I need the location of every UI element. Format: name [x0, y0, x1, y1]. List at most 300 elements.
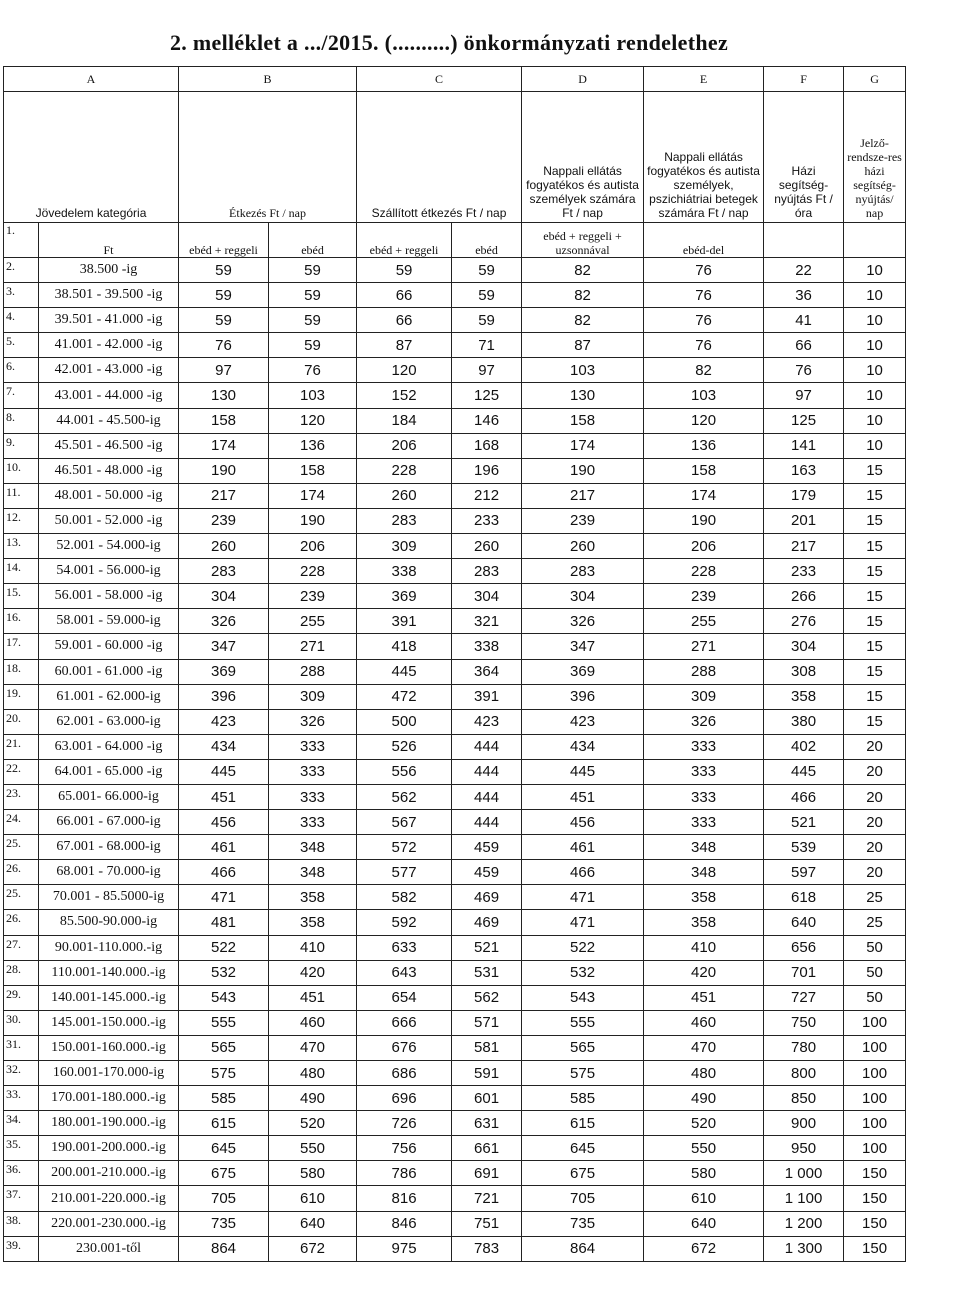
- income-category-cell: 220.001-230.000.-ig: [39, 1211, 179, 1236]
- home-help-cell: 125: [764, 408, 844, 433]
- table-row: [4, 835, 906, 860]
- daycare-lunch-cell: 333: [644, 810, 764, 835]
- row-number: 33.: [4, 1086, 39, 1111]
- delivered-breakfast-lunch-cell: 526: [357, 734, 452, 759]
- row-number: 3.: [4, 283, 39, 308]
- delivered-lunch-cell: 168: [452, 433, 522, 458]
- daycare-full-cell: 82: [522, 258, 644, 283]
- meals-breakfast-lunch-cell: 705: [179, 1186, 269, 1211]
- alarm-home-help-cell: 10: [844, 383, 906, 408]
- row-number: 19.: [4, 684, 39, 709]
- table-row: [4, 1035, 906, 1060]
- table-row: [4, 1136, 906, 1161]
- alarm-home-help-cell: 150: [844, 1186, 906, 1211]
- daycare-full-cell: 174: [522, 433, 644, 458]
- daycare-full-cell: 434: [522, 734, 644, 759]
- header-day-care-psychiatric: Nappali ellátás fogyatékos és autista személyek, pszichiátriai betegek számára Ft / nap: [644, 92, 764, 223]
- header-day-care-disabled: Nappali ellátás fogyatékos és autista személyek számára Ft / nap: [522, 92, 644, 223]
- alarm-home-help-cell: 25: [844, 885, 906, 910]
- delivered-breakfast-lunch-cell: 556: [357, 759, 452, 784]
- income-category-cell: 62.001 - 63.000-ig: [39, 709, 179, 734]
- daycare-lunch-cell: 470: [644, 1035, 764, 1060]
- table-row: [4, 1186, 906, 1211]
- meals-breakfast-lunch-cell: 481: [179, 910, 269, 935]
- meals-lunch-cell: 103: [269, 383, 357, 408]
- home-help-cell: 800: [764, 1061, 844, 1086]
- meals-lunch-cell: 288: [269, 659, 357, 684]
- delivered-lunch-cell: 364: [452, 659, 522, 684]
- meals-breakfast-lunch-cell: 76: [179, 333, 269, 358]
- home-help-cell: 640: [764, 910, 844, 935]
- daycare-lunch-cell: 358: [644, 910, 764, 935]
- row-number: 9.: [4, 433, 39, 458]
- meals-breakfast-lunch-cell: 461: [179, 835, 269, 860]
- delivered-lunch-cell: 783: [452, 1236, 522, 1261]
- meals-breakfast-lunch-cell: 217: [179, 483, 269, 508]
- daycare-lunch-cell: 76: [644, 308, 764, 333]
- fee-table: [3, 66, 906, 1262]
- header-delivered-meals: Szállított étkezés Ft / nap: [357, 92, 522, 223]
- income-category-cell: 68.001 - 70.000-ig: [39, 860, 179, 885]
- daycare-lunch-cell: 103: [644, 383, 764, 408]
- daycare-full-cell: 283: [522, 559, 644, 584]
- daycare-full-cell: 103: [522, 358, 644, 383]
- income-category-cell: 145.001-150.000.-ig: [39, 1010, 179, 1035]
- delivered-breakfast-lunch-cell: 152: [357, 383, 452, 408]
- income-category-cell: 61.001 - 62.000-ig: [39, 684, 179, 709]
- alarm-home-help-cell: 100: [844, 1010, 906, 1035]
- daycare-full-cell: 532: [522, 960, 644, 985]
- income-category-cell: 52.001 - 54.000-ig: [39, 534, 179, 559]
- daycare-lunch-cell: 460: [644, 1010, 764, 1035]
- meals-breakfast-lunch-cell: 59: [179, 258, 269, 283]
- daycare-lunch-cell: 255: [644, 609, 764, 634]
- alarm-home-help-cell: 100: [844, 1136, 906, 1161]
- delivered-lunch-cell: 444: [452, 734, 522, 759]
- row-number: 24.: [4, 810, 39, 835]
- income-category-cell: 60.001 - 61.000 -ig: [39, 659, 179, 684]
- home-help-cell: 521: [764, 810, 844, 835]
- table-row: [4, 283, 906, 308]
- meals-breakfast-lunch-cell: 239: [179, 508, 269, 533]
- table-row: [4, 1211, 906, 1236]
- income-category-cell: 65.001- 66.000-ig: [39, 784, 179, 809]
- meals-lunch-cell: 610: [269, 1186, 357, 1211]
- row-number: 7.: [4, 383, 39, 408]
- meals-lunch-cell: 228: [269, 559, 357, 584]
- home-help-cell: 750: [764, 1010, 844, 1035]
- daycare-full-cell: 260: [522, 534, 644, 559]
- meals-lunch-cell: 333: [269, 759, 357, 784]
- meals-breakfast-lunch-cell: 675: [179, 1161, 269, 1186]
- daycare-lunch-cell: 228: [644, 559, 764, 584]
- daycare-full-cell: 565: [522, 1035, 644, 1060]
- header-home-help: Házi segítség-nyújtás Ft / óra: [764, 92, 844, 223]
- delivered-lunch-cell: 444: [452, 810, 522, 835]
- alarm-home-help-cell: 100: [844, 1111, 906, 1136]
- row-number: 10.: [4, 458, 39, 483]
- income-category-cell: 64.001 - 65.000 -ig: [39, 759, 179, 784]
- table-row: [4, 885, 906, 910]
- daycare-lunch-cell: 239: [644, 584, 764, 609]
- delivered-breakfast-lunch-cell: 66: [357, 308, 452, 333]
- meals-breakfast-lunch-cell: 158: [179, 408, 269, 433]
- delivered-breakfast-lunch-cell: 582: [357, 885, 452, 910]
- delivered-breakfast-lunch-cell: 643: [357, 960, 452, 985]
- daycare-full-cell: 451: [522, 784, 644, 809]
- meals-breakfast-lunch-cell: 555: [179, 1010, 269, 1035]
- column-letter-f: F: [764, 67, 844, 92]
- alarm-home-help-cell: 150: [844, 1161, 906, 1186]
- daycare-full-cell: 675: [522, 1161, 644, 1186]
- daycare-full-cell: 615: [522, 1111, 644, 1136]
- home-help-cell: 308: [764, 659, 844, 684]
- daycare-full-cell: 239: [522, 508, 644, 533]
- home-help-cell: 1 000: [764, 1161, 844, 1186]
- delivered-breakfast-lunch-cell: 206: [357, 433, 452, 458]
- daycare-full-cell: 645: [522, 1136, 644, 1161]
- meals-lunch-cell: 490: [269, 1086, 357, 1111]
- daycare-full-cell: 82: [522, 283, 644, 308]
- alarm-home-help-cell: 15: [844, 508, 906, 533]
- header-row: [4, 92, 906, 223]
- delivered-breakfast-lunch-cell: 228: [357, 458, 452, 483]
- daycare-lunch-cell: 82: [644, 358, 764, 383]
- delivered-breakfast-lunch-cell: 756: [357, 1136, 452, 1161]
- delivered-lunch-cell: 469: [452, 885, 522, 910]
- delivered-breakfast-lunch-cell: 577: [357, 860, 452, 885]
- delivered-lunch-cell: 338: [452, 634, 522, 659]
- daycare-full-cell: 130: [522, 383, 644, 408]
- delivered-lunch-cell: 521: [452, 935, 522, 960]
- meals-lunch-cell: 348: [269, 835, 357, 860]
- delivered-breakfast-lunch-cell: 120: [357, 358, 452, 383]
- daycare-full-cell: 471: [522, 910, 644, 935]
- table-row: [4, 935, 906, 960]
- table-row: [4, 408, 906, 433]
- alarm-home-help-cell: 10: [844, 358, 906, 383]
- delivered-lunch-cell: 146: [452, 408, 522, 433]
- delivered-breakfast-lunch-cell: 654: [357, 985, 452, 1010]
- income-category-cell: 67.001 - 68.000-ig: [39, 835, 179, 860]
- meals-breakfast-lunch-cell: 59: [179, 283, 269, 308]
- table-row: [4, 483, 906, 508]
- alarm-home-help-cell: 25: [844, 910, 906, 935]
- column-letter-d: D: [522, 67, 644, 92]
- daycare-full-cell: 304: [522, 584, 644, 609]
- delivered-lunch-cell: 283: [452, 559, 522, 584]
- delivered-lunch-cell: 71: [452, 333, 522, 358]
- alarm-home-help-cell: 10: [844, 408, 906, 433]
- daycare-lunch-cell: 410: [644, 935, 764, 960]
- daycare-full-cell: 705: [522, 1186, 644, 1211]
- delivered-lunch-cell: 581: [452, 1035, 522, 1060]
- daycare-lunch-cell: 451: [644, 985, 764, 1010]
- meals-breakfast-lunch-cell: 471: [179, 885, 269, 910]
- row-number: 1.: [4, 223, 39, 258]
- meals-breakfast-lunch-cell: 423: [179, 709, 269, 734]
- meals-breakfast-lunch-cell: 575: [179, 1061, 269, 1086]
- table-row: [4, 383, 906, 408]
- income-category-cell: 54.001 - 56.000-ig: [39, 559, 179, 584]
- daycare-full-cell: 217: [522, 483, 644, 508]
- meals-lunch-cell: 520: [269, 1111, 357, 1136]
- table-row: [4, 358, 906, 383]
- daycare-lunch-cell: 190: [644, 508, 764, 533]
- daycare-full-cell: 347: [522, 634, 644, 659]
- income-category-cell: 43.001 - 44.000 -ig: [39, 383, 179, 408]
- home-help-cell: 618: [764, 885, 844, 910]
- home-help-cell: 402: [764, 734, 844, 759]
- daycare-full-cell: 158: [522, 408, 644, 433]
- daycare-full-cell: 471: [522, 885, 644, 910]
- meals-breakfast-lunch-cell: 347: [179, 634, 269, 659]
- daycare-lunch-cell: 333: [644, 784, 764, 809]
- row-number: 30.: [4, 1010, 39, 1035]
- table-row: [4, 508, 906, 533]
- row-number: 31.: [4, 1035, 39, 1060]
- home-help-cell: 163: [764, 458, 844, 483]
- meals-lunch-cell: 309: [269, 684, 357, 709]
- meals-lunch-cell: 136: [269, 433, 357, 458]
- subheader-alarm-empty: [844, 223, 906, 258]
- delivered-lunch-cell: 59: [452, 308, 522, 333]
- meals-breakfast-lunch-cell: 456: [179, 810, 269, 835]
- income-category-cell: 200.001-210.000.-ig: [39, 1161, 179, 1186]
- delivered-lunch-cell: 260: [452, 534, 522, 559]
- home-help-cell: 304: [764, 634, 844, 659]
- row-number: 32.: [4, 1061, 39, 1086]
- alarm-home-help-cell: 20: [844, 759, 906, 784]
- daycare-lunch-cell: 309: [644, 684, 764, 709]
- delivered-breakfast-lunch-cell: 567: [357, 810, 452, 835]
- table-row: [4, 1086, 906, 1111]
- meals-lunch-cell: 59: [269, 333, 357, 358]
- delivered-lunch-cell: 59: [452, 258, 522, 283]
- income-category-cell: 38.501 - 39.500 -ig: [39, 283, 179, 308]
- row-number: 16.: [4, 609, 39, 634]
- table-row: [4, 684, 906, 709]
- row-number: 4.: [4, 308, 39, 333]
- delivered-lunch-cell: 469: [452, 910, 522, 935]
- delivered-breakfast-lunch-cell: 418: [357, 634, 452, 659]
- table-row: [4, 860, 906, 885]
- row-number: 37.: [4, 1186, 39, 1211]
- daycare-full-cell: 369: [522, 659, 644, 684]
- table-row: [4, 960, 906, 985]
- delivered-breakfast-lunch-cell: 338: [357, 559, 452, 584]
- daycare-lunch-cell: 326: [644, 709, 764, 734]
- meals-breakfast-lunch-cell: 445: [179, 759, 269, 784]
- column-letter-b: B: [179, 67, 357, 92]
- delivered-breakfast-lunch-cell: 816: [357, 1186, 452, 1211]
- daycare-full-cell: 466: [522, 860, 644, 885]
- table-row: [4, 759, 906, 784]
- delivered-breakfast-lunch-cell: 572: [357, 835, 452, 860]
- daycare-lunch-cell: 348: [644, 835, 764, 860]
- income-category-cell: 70.001 - 85.5000-ig: [39, 885, 179, 910]
- row-number: 28.: [4, 960, 39, 985]
- home-help-cell: 36: [764, 283, 844, 308]
- delivered-lunch-cell: 562: [452, 985, 522, 1010]
- meals-breakfast-lunch-cell: 59: [179, 308, 269, 333]
- alarm-home-help-cell: 10: [844, 308, 906, 333]
- delivered-breakfast-lunch-cell: 726: [357, 1111, 452, 1136]
- income-category-cell: 38.500 -ig: [39, 258, 179, 283]
- delivered-breakfast-lunch-cell: 59: [357, 258, 452, 283]
- delivered-lunch-cell: 691: [452, 1161, 522, 1186]
- daycare-lunch-cell: 206: [644, 534, 764, 559]
- meals-lunch-cell: 640: [269, 1211, 357, 1236]
- table-row: [4, 810, 906, 835]
- alarm-home-help-cell: 15: [844, 709, 906, 734]
- meals-breakfast-lunch-cell: 174: [179, 433, 269, 458]
- delivered-lunch-cell: 601: [452, 1086, 522, 1111]
- home-help-cell: 276: [764, 609, 844, 634]
- income-category-cell: 63.001 - 64.000 -ig: [39, 734, 179, 759]
- alarm-home-help-cell: 50: [844, 935, 906, 960]
- home-help-cell: 1 200: [764, 1211, 844, 1236]
- delivered-breakfast-lunch-cell: 666: [357, 1010, 452, 1035]
- alarm-home-help-cell: 15: [844, 659, 906, 684]
- meals-lunch-cell: 550: [269, 1136, 357, 1161]
- delivered-lunch-cell: 444: [452, 759, 522, 784]
- meals-breakfast-lunch-cell: 864: [179, 1236, 269, 1261]
- delivered-breakfast-lunch-cell: 309: [357, 534, 452, 559]
- row-number: 34.: [4, 1111, 39, 1136]
- income-category-cell: 140.001-145.000.-ig: [39, 985, 179, 1010]
- header-income-category: Jövedelem kategória: [4, 92, 179, 223]
- meals-lunch-cell: 410: [269, 935, 357, 960]
- daycare-full-cell: 82: [522, 308, 644, 333]
- income-category-cell: 85.500-90.000-ig: [39, 910, 179, 935]
- row-number: 20.: [4, 709, 39, 734]
- daycare-full-cell: 543: [522, 985, 644, 1010]
- document-title: 2. melléklet a .../2015. (..........) önkormányzati rendelethez: [170, 30, 729, 55]
- meals-breakfast-lunch-cell: 645: [179, 1136, 269, 1161]
- alarm-home-help-cell: 20: [844, 784, 906, 809]
- meals-lunch-cell: 460: [269, 1010, 357, 1035]
- row-number: 27.: [4, 935, 39, 960]
- meals-breakfast-lunch-cell: 326: [179, 609, 269, 634]
- meals-lunch-cell: 206: [269, 534, 357, 559]
- alarm-home-help-cell: 15: [844, 684, 906, 709]
- delivered-breakfast-lunch-cell: 975: [357, 1236, 452, 1261]
- alarm-home-help-cell: 15: [844, 458, 906, 483]
- home-help-cell: 217: [764, 534, 844, 559]
- table-row: [4, 634, 906, 659]
- alarm-home-help-cell: 100: [844, 1061, 906, 1086]
- column-letter-c: C: [357, 67, 522, 92]
- table-row: [4, 1161, 906, 1186]
- daycare-lunch-cell: 158: [644, 458, 764, 483]
- subheader-meals-breakfast-lunch: ebéd + reggeli: [179, 223, 269, 258]
- column-letter-row: [4, 67, 906, 92]
- delivered-lunch-cell: 125: [452, 383, 522, 408]
- daycare-full-cell: 555: [522, 1010, 644, 1035]
- header-alarm-home-help: Jelző-rendsze-res házi segítség-nyújtás/ nap: [844, 92, 906, 223]
- income-category-cell: 110.001-140.000.-ig: [39, 960, 179, 985]
- table-row: [4, 985, 906, 1010]
- delivered-lunch-cell: 321: [452, 609, 522, 634]
- delivered-lunch-cell: 631: [452, 1111, 522, 1136]
- daycare-lunch-cell: 420: [644, 960, 764, 985]
- home-help-cell: 539: [764, 835, 844, 860]
- row-number: 26.: [4, 910, 39, 935]
- daycare-full-cell: 585: [522, 1086, 644, 1111]
- meals-breakfast-lunch-cell: 522: [179, 935, 269, 960]
- home-help-cell: 380: [764, 709, 844, 734]
- subheader-ft: Ft: [39, 223, 179, 258]
- alarm-home-help-cell: 10: [844, 283, 906, 308]
- meals-breakfast-lunch-cell: 532: [179, 960, 269, 985]
- daycare-lunch-cell: 136: [644, 433, 764, 458]
- alarm-home-help-cell: 100: [844, 1086, 906, 1111]
- delivered-breakfast-lunch-cell: 696: [357, 1086, 452, 1111]
- delivered-lunch-cell: 97: [452, 358, 522, 383]
- meals-breakfast-lunch-cell: 434: [179, 734, 269, 759]
- home-help-cell: 266: [764, 584, 844, 609]
- daycare-lunch-cell: 288: [644, 659, 764, 684]
- row-number: 18.: [4, 659, 39, 684]
- row-number: 22.: [4, 759, 39, 784]
- income-category-cell: 44.001 - 45.500-ig: [39, 408, 179, 433]
- daycare-lunch-cell: 490: [644, 1086, 764, 1111]
- home-help-cell: 66: [764, 333, 844, 358]
- daycare-lunch-cell: 672: [644, 1236, 764, 1261]
- table-row: [4, 709, 906, 734]
- home-help-cell: 141: [764, 433, 844, 458]
- meals-breakfast-lunch-cell: 735: [179, 1211, 269, 1236]
- column-letter-e: E: [644, 67, 764, 92]
- delivered-lunch-cell: 531: [452, 960, 522, 985]
- income-category-cell: 180.001-190.000.-ig: [39, 1111, 179, 1136]
- home-help-cell: 597: [764, 860, 844, 885]
- home-help-cell: 97: [764, 383, 844, 408]
- alarm-home-help-cell: 15: [844, 584, 906, 609]
- home-help-cell: 201: [764, 508, 844, 533]
- table-row: [4, 433, 906, 458]
- alarm-home-help-cell: 100: [844, 1035, 906, 1060]
- income-category-cell: 41.001 - 42.000 -ig: [39, 333, 179, 358]
- row-number: 12.: [4, 508, 39, 533]
- daycare-lunch-cell: 640: [644, 1211, 764, 1236]
- row-number: 15.: [4, 584, 39, 609]
- delivered-lunch-cell: 59: [452, 283, 522, 308]
- daycare-lunch-cell: 271: [644, 634, 764, 659]
- meals-breakfast-lunch-cell: 451: [179, 784, 269, 809]
- meals-lunch-cell: 255: [269, 609, 357, 634]
- alarm-home-help-cell: 10: [844, 433, 906, 458]
- table-row: [4, 584, 906, 609]
- delivered-breakfast-lunch-cell: 786: [357, 1161, 452, 1186]
- income-category-cell: 48.001 - 50.000 -ig: [39, 483, 179, 508]
- table-row: [4, 308, 906, 333]
- table-row: [4, 659, 906, 684]
- alarm-home-help-cell: 15: [844, 483, 906, 508]
- daycare-full-cell: 456: [522, 810, 644, 835]
- row-number: 29.: [4, 985, 39, 1010]
- header-meals: Étkezés Ft / nap: [179, 92, 357, 223]
- home-help-cell: 1 100: [764, 1186, 844, 1211]
- alarm-home-help-cell: 15: [844, 609, 906, 634]
- daycare-lunch-cell: 358: [644, 885, 764, 910]
- meals-lunch-cell: 59: [269, 308, 357, 333]
- row-number: 5.: [4, 333, 39, 358]
- row-number: 26.: [4, 860, 39, 885]
- table-row: [4, 1010, 906, 1035]
- alarm-home-help-cell: 20: [844, 860, 906, 885]
